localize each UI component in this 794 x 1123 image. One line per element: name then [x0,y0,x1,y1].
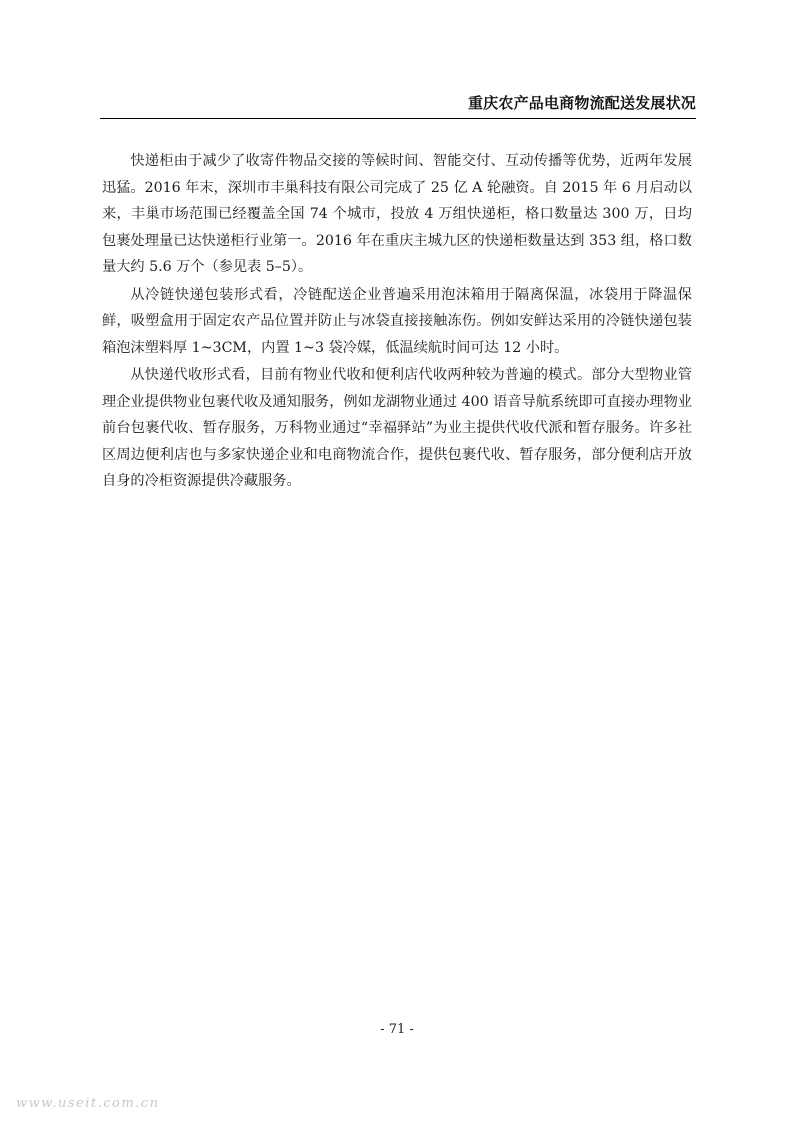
page-number: - 71 - [380,1022,414,1037]
body-text [102,148,692,496]
paragraph-parcel-collection: 从快递代收形式看，目前有物业代收和便利店代收两种较为普遍的模式。部分大型物业管理企业提供物业包裹代收及通知服务，例如龙湖物业通过 400 语音导航系统即可直接办理物业前台包裹代收、暂存服务，万科物业通过“幸福驿站”为业主提供代收代派和暂存服务。许多社区周边便利店也与多家快递企业和电商物流合作，提供包裹代收、暂存服务，部分便利店开放自身的冷柜资源提供冷藏服务。 [102,367,692,489]
header-title: 重庆农产品电商物流配送发展状况 [467,94,696,112]
paragraph-cold-chain-packaging: 从冷链快递包装形式看，冷链配送企业普遍采用泡沫箱用于隔离保温，冰袋用于降温保鲜，吸塑盒用于固定农产品位置并防止与冰袋直接接触冻伤。例如安鲜达采用的冷链快递包装箱泡沫塑料厚 1~3CM，内置 1~3 袋冷媒，低温续航时间可达 12 小时。 [102,286,692,356]
page-header [100,92,696,119]
paragraph-express-lockers: 快递柜由于减少了收寄件物品交接的等候时间、智能交付、互动传播等优势，近两年发展迅猛。2016 年末，深圳市丰巢科技有限公司完成了 25 亿 A 轮融资。自 2015 年 6 月启动以来，丰巢市场范围已经覆盖全国 74 个城市，投放 4 万组快递柜，格口数量达 300 万，日均包裹处理量已达快递柜行业第一。2016 年在重庆主城九区的快递柜数量达到 353 组，格口数量大约 5.6 万个（参见表 5–5）。 [102,153,692,275]
watermark: www.useit.com.cn [16,1096,160,1111]
